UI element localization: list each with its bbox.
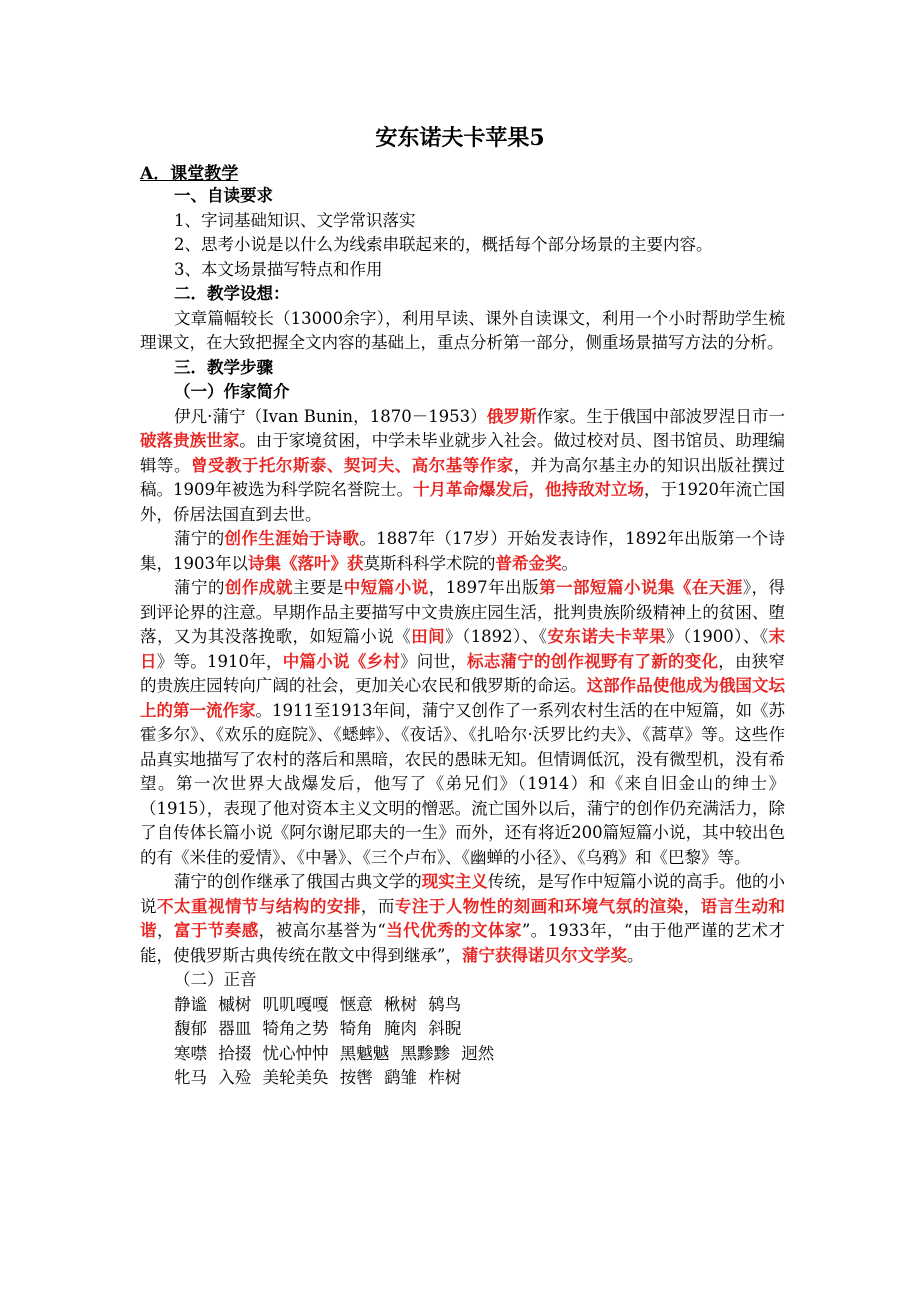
text-segment: 。 bbox=[561, 553, 578, 573]
highlighted-text: 标志蒲宁的创作视野有了新的变化 bbox=[467, 651, 719, 671]
heading-teaching-steps: 三．教学步骤 bbox=[174, 357, 273, 377]
text-segment: 作家。生于俄国中部波罗涅日市一 bbox=[536, 406, 786, 426]
word-list-row: 牝马 入殓 美轮美奂 按辔 鹞雏 柞树 bbox=[174, 1068, 462, 1087]
highlighted-text: 不太重视情节与结构的安排 bbox=[157, 896, 361, 916]
highlighted-text: 末日 bbox=[140, 627, 786, 671]
text-segment: 》，得到评论界的注意。早期作品主要描写中文贵族庄园生活，批判贵族阶级精神上的贫困、堕落，又为其没落挽歌，如短篇小说《 bbox=[140, 578, 786, 646]
text-segment: 》问世， bbox=[400, 651, 467, 671]
text-segment: ， bbox=[683, 896, 701, 916]
document-body bbox=[140, 184, 785, 1091]
word-list-row: 寒噤 拾掇 忧心忡忡 黑魆魆 黑黪黪 迥然 bbox=[174, 1043, 495, 1063]
text-segment: ，被高尔基誉为“ bbox=[258, 921, 386, 940]
text-segment: ，并为高尔基主办的知识出版社撰过稿。1909年被选为科学院名誉院士。 bbox=[140, 455, 786, 499]
section-a-heading: A．课堂教学 bbox=[140, 164, 239, 184]
highlighted-text: 破落贵族世家 bbox=[140, 431, 240, 450]
highlighted-text: 语言生动和谐 bbox=[140, 896, 786, 940]
text-segment: ，1897年出版 bbox=[428, 578, 540, 597]
highlighted-text: 创作生涯始于诗歌 bbox=[224, 529, 360, 548]
highlighted-text: 诗集《落叶》获 bbox=[248, 553, 364, 573]
text-segment: 。1911至1913年间，蒲宁又创作了一系列农村生活的在中短篇，如《苏霍多尔》、《欢乐的庭院》、《蟋蟀》、《夜话》、《扎哈尔·沃罗比约夫》、《蒿草》等。这些作品真实地描写了农村的落后和黑暗，农民的愚昧无知。但情调低沉，没有微型机，没有希望。第一次世界大战爆发后，他写了《弟兄们》（1914）和《来自旧金山的绅士》（1915），表现了他对资本主义文明的憎恶。流亡国外以后，蒲宁的创作仍充满活力，除了自传体长篇小说《阿尔谢尼耶夫的一生》而外，还有将近200篇短篇小说，其中较出色的有《米佳的爱情》、《中暑》、《三个卢布》、《幽蝉的小径》、《乌鸦》和《巴黎》等。 bbox=[140, 700, 786, 867]
teaching-design-paragraph: 文章篇幅较长（13000余字），利用早读、课外自读课文，利用一个小时帮助学生梳理课文，在大致把握全文内容的基础上，重点分析第一部分，侧重场景描写方法的分析。 bbox=[140, 308, 785, 352]
text-segment: ”。1933年，“由于他严谨的艺术才能，使俄罗斯古典传统在散文中得到继承”， bbox=[140, 921, 786, 965]
highlighted-text: 这部作品使他成为俄国文坛上的第一流作家 bbox=[140, 676, 786, 720]
highlighted-text: 当代优秀的文体家 bbox=[385, 921, 522, 940]
text-segment: 》（1892）、《 bbox=[445, 627, 548, 646]
highlighted-text: 普希金奖 bbox=[495, 553, 562, 573]
highlighted-text: 蒲宁获得诺贝尔文学奖 bbox=[461, 945, 627, 965]
highlighted-text: 十月革命爆发后，他持敌对立场 bbox=[413, 480, 644, 499]
text-segment: 》（1900）、《 bbox=[666, 627, 769, 646]
text-segment: 》等。1910年， bbox=[156, 651, 283, 671]
highlighted-text: 专注于人物性的刻画和环境气氛的渲染 bbox=[394, 896, 684, 916]
text-segment: 传统，是写作中短篇小说的高手。他的小说 bbox=[140, 872, 786, 916]
highlighted-text: 现实主义 bbox=[421, 872, 488, 891]
author-bio-paragraph bbox=[140, 405, 785, 528]
highlighted-text: 富于节奏感 bbox=[173, 921, 259, 940]
highlighted-text: 田间 bbox=[411, 627, 446, 646]
subheading-author-intro: （一）作家简介 bbox=[174, 382, 290, 401]
highlighted-text: 第一部短篇小说集《在天涯 bbox=[539, 578, 743, 597]
text-segment: 。 bbox=[626, 945, 644, 965]
word-list-row: 静谧 槭树 叽叽嘎嘎 惬意 楸树 鸫鸟 bbox=[174, 994, 462, 1014]
text-segment: ，由狭窄的贵族庄园转向广阔的社会，更加关心农民和俄罗斯的命运。 bbox=[140, 651, 785, 695]
highlighted-text: 中短篇小说 bbox=[343, 578, 429, 597]
text-segment: 莫斯科科学术院的 bbox=[363, 553, 496, 573]
highlighted-text: 创作成就 bbox=[224, 578, 293, 597]
requirement-2: 2、思考小说是以什么为线索串联起来的，概括每个部分场景的主要内容。 bbox=[174, 235, 713, 254]
fiction-achievement-paragraph bbox=[140, 576, 785, 870]
document-title: 安东诺夫卡苹果5 bbox=[375, 125, 545, 151]
highlighted-text: 俄罗斯 bbox=[486, 406, 537, 426]
text-segment: 蒲宁的 bbox=[174, 578, 225, 597]
poetry-career-paragraph bbox=[140, 527, 785, 576]
text-segment: 。由于家境贫困，中学未毕业就步入社会。做过校对员、图书馆员、助理编辑等。 bbox=[140, 431, 786, 475]
text-segment: ，而 bbox=[360, 896, 395, 916]
text-segment: 伊凡·蒲宁（Ivan Bunin，1870－1953） bbox=[174, 406, 487, 426]
heading-self-reading: 一、自读要求 bbox=[174, 186, 273, 205]
text-segment: 蒲宁的创作继承了俄国古典文学的 bbox=[174, 872, 422, 891]
highlighted-text: 安东诺夫卡苹果 bbox=[547, 627, 667, 646]
requirement-1: 1、字词基础知识、文学常识落实 bbox=[174, 210, 416, 230]
heading-teaching-design: 二．教学设想： bbox=[174, 284, 290, 303]
highlighted-text: 曾受教于托尔斯泰、契诃夫、高尔基等作家 bbox=[190, 455, 514, 475]
style-nobel-paragraph bbox=[140, 870, 785, 968]
text-segment: ， bbox=[156, 921, 174, 940]
text-segment: ，于1920年流亡国外，侨居法国直到去世。 bbox=[140, 480, 785, 524]
highlighted-text: 中篇小说《乡村 bbox=[282, 651, 400, 671]
subheading-pronunciation: （二）正音 bbox=[174, 970, 257, 989]
text-segment: 蒲宁的 bbox=[174, 529, 225, 548]
word-list-row: 馥郁 器皿 犄角之势 犄角 腌肉 斜睨 bbox=[174, 1019, 462, 1038]
text-segment: 。1887年（17岁）开始发表诗作，1892年出版第一个诗集，1903年以 bbox=[140, 529, 786, 573]
text-segment: 主要是 bbox=[292, 578, 344, 597]
requirement-3: 3、本文场景描写特点和作用 bbox=[174, 259, 383, 279]
